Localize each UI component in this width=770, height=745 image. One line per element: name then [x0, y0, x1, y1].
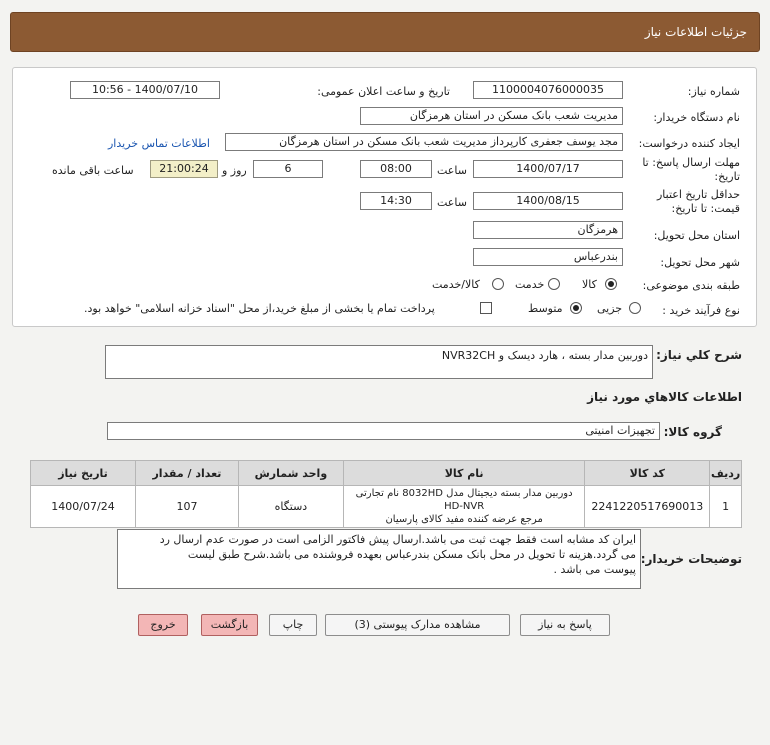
deadline-time-label: ساعت	[437, 164, 467, 177]
category-radio-goods-service[interactable]	[492, 278, 504, 290]
col-date: تاریخ نیاز	[31, 461, 136, 486]
table-row	[31, 486, 742, 528]
cell-date: 1400/07/24	[31, 486, 136, 528]
category-option-goods: کالا	[582, 278, 597, 291]
buyer-org-field: مدیریت شعب بانک مسکن در استان هرمزگان	[360, 107, 623, 125]
treasury-payment-note: پرداخت تمام یا بخشی از مبلغ خرید،از محل "اسناد خزانه اسلامی" خواهد بود.	[84, 302, 435, 315]
goods-group-label: گروه کالا:	[663, 425, 722, 439]
process-radio-medium[interactable]	[570, 302, 582, 314]
announce-datetime-field: 1400/07/10 - 10:56	[70, 81, 220, 99]
cell-unit: دستگاه	[238, 486, 343, 528]
buyer-notes-line1: ایران کد مشابه است فقط جهت ثبت می باشد.ارسال پیش فاکتور الزامی است در صورت عدم ارسال رد	[159, 533, 636, 546]
col-unit: واحد شمارش	[238, 461, 343, 486]
deadline-date-field: 1400/07/17	[473, 160, 623, 178]
city-field: بندرعباس	[473, 248, 623, 266]
days-label: روز و	[222, 164, 247, 177]
buyer-contact-link[interactable]: اطلاعات تماس خریدار	[108, 137, 210, 150]
category-radio-goods[interactable]	[605, 278, 617, 290]
need-number-field: 1100004076000035	[473, 81, 623, 99]
buyer-notes-line3: پیوست می باشد .	[553, 563, 636, 576]
validity-time-label: ساعت	[437, 196, 467, 209]
page-title: جزئیات اطلاعات نیاز	[644, 25, 747, 39]
announce-label: تاریخ و ساعت اعلان عمومی:	[317, 85, 450, 98]
category-radio-service[interactable]	[548, 278, 560, 290]
cell-code: 2241220517690013	[585, 486, 710, 528]
category-option-service: خدمت	[515, 278, 545, 291]
goods-table	[30, 460, 742, 528]
buyer-notes-line2: می گردد.هزینه تا تحویل در محل بانک مسکن بندرعباس بعهده فروشنده می باشد.شرح طبق لیست	[187, 548, 636, 561]
process-radio-minor[interactable]	[629, 302, 641, 314]
reply-button[interactable]: پاسخ به نیاز	[520, 614, 610, 636]
process-label: نوع فرآیند خرید :	[662, 304, 740, 317]
buyer-notes-field	[117, 529, 641, 589]
page-header	[10, 12, 760, 52]
need-number-label: شماره نیاز:	[687, 85, 740, 98]
goods-table-header	[31, 461, 742, 486]
deadline-date-label: تاریخ:	[714, 170, 740, 183]
exit-button[interactable]: خروج	[138, 614, 188, 636]
deadline-label: مهلت ارسال پاسخ: تا	[642, 156, 740, 169]
process-option-medium: متوسط	[528, 302, 563, 315]
cell-name	[343, 486, 584, 528]
attachments-button[interactable]: مشاهده مدارک پیوستی (3)	[325, 614, 510, 636]
city-label: شهر محل تحویل:	[660, 256, 740, 269]
print-button[interactable]: چاپ	[269, 614, 317, 636]
goods-section-title: اطلاعات کالاهاي مورد نیاز	[587, 390, 742, 404]
remaining-time-label: ساعت باقی مانده	[52, 164, 134, 177]
col-qty: تعداد / مقدار	[136, 461, 239, 486]
process-option-minor: جزیی	[597, 302, 623, 315]
validity-time-field: 14:30	[360, 192, 432, 210]
province-field: هرمزگان	[473, 221, 623, 239]
buyer-notes-label: توضیحات خریدار:	[640, 552, 742, 566]
col-code: کد کالا	[585, 461, 710, 486]
cell-name-line2: مرجع عرضه کننده مفید کالای پارسیان	[385, 514, 543, 525]
days-remaining-field: 6	[253, 160, 323, 178]
requester-label: ایجاد کننده درخواست:	[638, 137, 740, 150]
summary-label: شرح کلي نیاز:	[656, 348, 742, 362]
category-label: طبقه بندی موضوعی:	[642, 279, 740, 292]
remaining-time-field: 21:00:24	[150, 160, 218, 178]
cell-row: 1	[710, 486, 742, 528]
validity-label: حداقل تاریخ اعتبار	[656, 188, 740, 201]
col-row: ردیف	[710, 461, 742, 486]
validity-date-field: 1400/08/15	[473, 192, 623, 210]
validity-date-label: قیمت: تا تاریخ:	[671, 202, 740, 215]
back-button[interactable]: بازگشت	[201, 614, 258, 636]
category-option-goods-service: کالا/خدمت	[432, 278, 480, 291]
summary-field: دوربین مدار بسته ، هارد دیسک و NVR32CH	[105, 345, 653, 379]
cell-name-line1: دوربین مدار بسته دیجیتال مدل 8032HD نام تجارتی HD-NVR	[355, 488, 573, 512]
cell-qty: 107	[136, 486, 239, 528]
buyer-org-label: نام دستگاه خریدار:	[653, 111, 740, 124]
treasury-payment-checkbox[interactable]	[480, 302, 492, 314]
requester-field: مجد یوسف جعفری کارپرداز مدیریت شعب بانک مسکن در استان هرمزگان	[225, 133, 623, 151]
col-name: نام کالا	[343, 461, 584, 486]
province-label: استان محل تحویل:	[653, 229, 740, 242]
goods-group-field: تجهیزات امنیتی	[107, 422, 660, 440]
deadline-time-field: 08:00	[360, 160, 432, 178]
